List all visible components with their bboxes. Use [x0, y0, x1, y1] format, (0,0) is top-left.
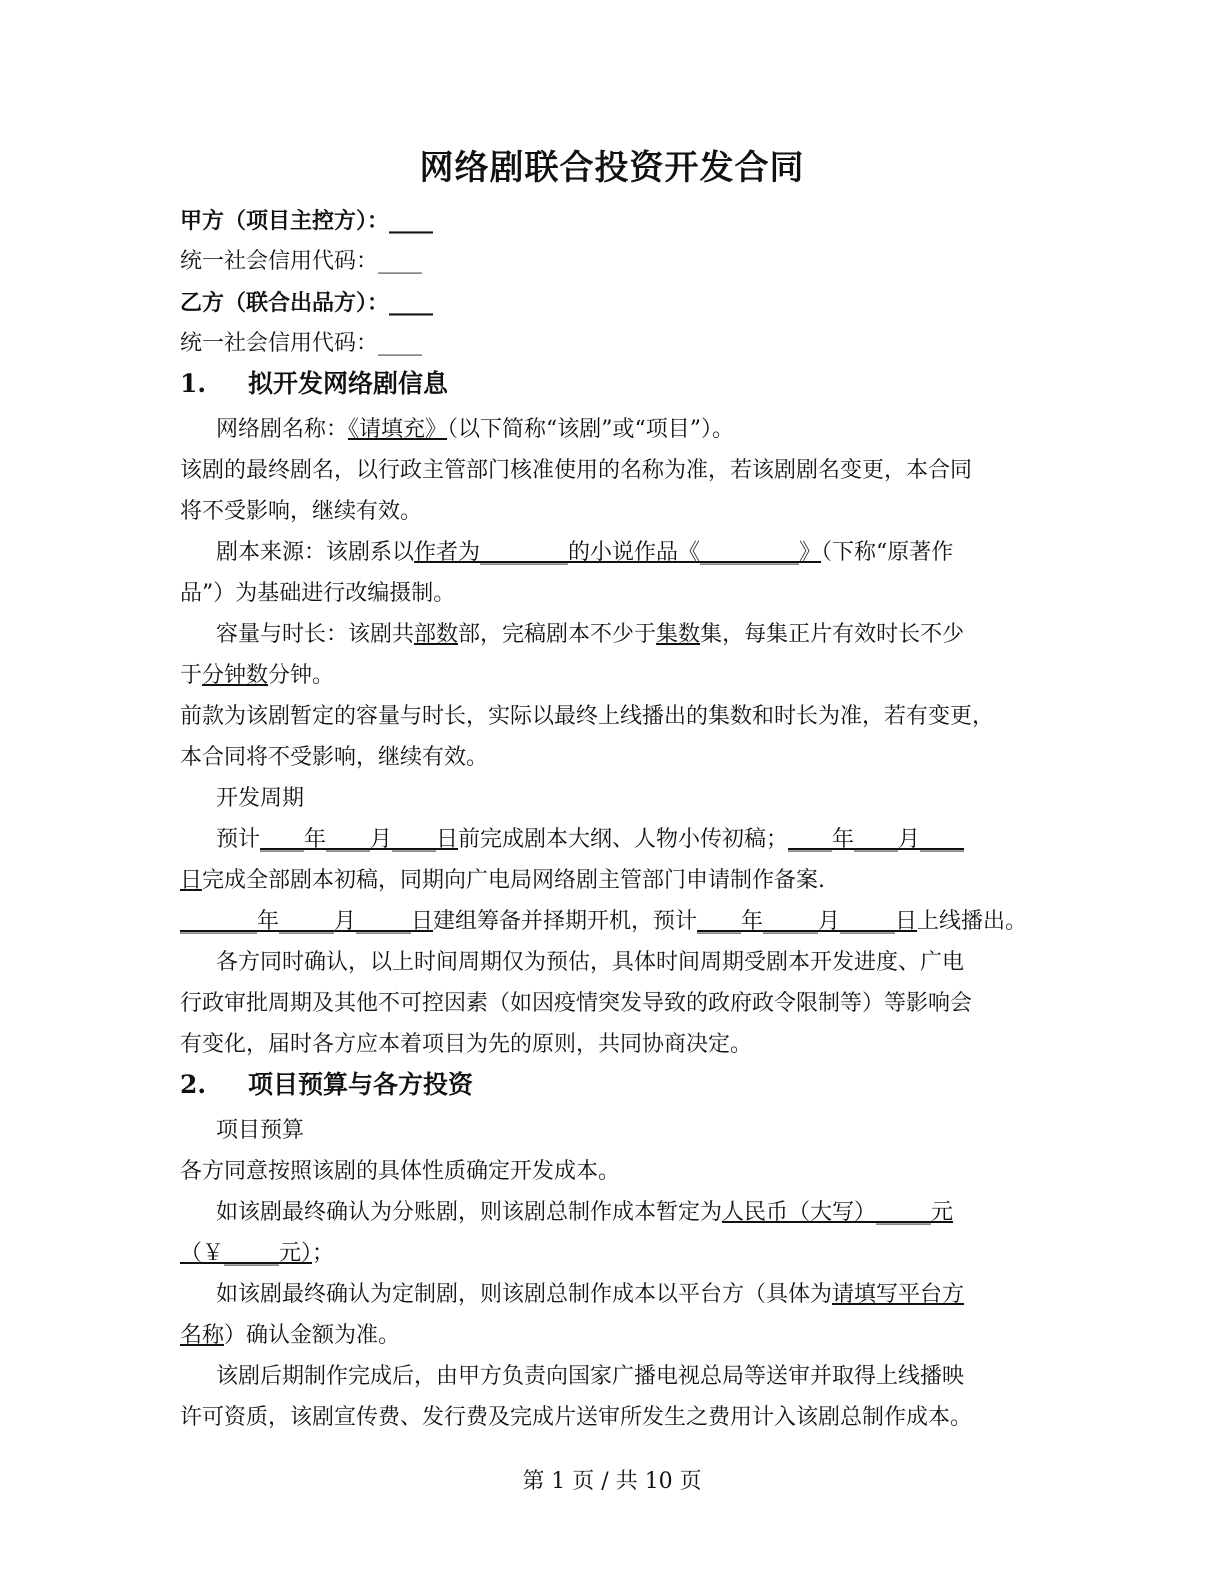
- confirm-line-3: 有变化，届时各方应本着项目为先的原则，共同协商决定。: [180, 1032, 753, 1057]
- cycle-date-2: ____年____月____: [788, 827, 965, 852]
- party-b-blank: ____: [389, 290, 434, 316]
- capacity-note-2: 本合同将不受影响，继续有效。: [180, 745, 489, 770]
- section-2-number: 2.: [180, 1070, 207, 1099]
- capacity-text-4: 分钟。: [268, 663, 335, 688]
- budget-agree: 各方同意按照该剧的具体性质确定开发成本。: [180, 1159, 621, 1184]
- section-2-heading: [180, 1068, 473, 1102]
- split-line-2: [180, 1238, 334, 1270]
- capacity-line-2: [180, 660, 334, 692]
- capacity-text: 部，完稿剧本不少于: [458, 622, 657, 647]
- script-source-line: [216, 537, 953, 569]
- cycle-text-3: 完成全部剧本初稿，同期向广电局网络剧主管部门申请制作备案.: [202, 868, 826, 893]
- credit-code-b-line: [180, 328, 422, 360]
- cycle-text-4: 建组筹备并择期开机，预计: [433, 909, 698, 934]
- capacity-label: 容量与时长：该剧共: [216, 622, 415, 647]
- post-line-1: 该剧后期制作完成后，由甲方负责向国家广播电视总局等送审并取得上线播映: [216, 1364, 965, 1389]
- document-title: 网络剧联合投资开发合同: [419, 148, 805, 188]
- cycle-text-1: 预计: [216, 827, 261, 852]
- capacity-parts: 部数: [414, 622, 459, 647]
- platform-name-2: 名称: [180, 1323, 225, 1348]
- section-2-title: 项目预算与各方投资: [248, 1070, 474, 1099]
- party-b-label: 乙方（联合出品方）：: [180, 290, 390, 316]
- confirm-line-1: 各方同时确认，以上时间周期仅为预估，具体时间周期受剧本开发进度、广电: [216, 950, 965, 975]
- script-source-note: （下称“原著作: [821, 540, 954, 565]
- section-1-title: 拟开发网络剧信息: [248, 369, 449, 398]
- split-amount-number: （￥_____元）: [180, 1241, 313, 1266]
- cycle-line-1: [216, 824, 964, 856]
- cycle-line-3: [180, 906, 1027, 938]
- split-amount-words: 人民币（大写）_____元: [722, 1200, 954, 1225]
- cycle-title: 开发周期: [216, 786, 305, 811]
- cycle-date-2-end: 日: [180, 868, 203, 893]
- cycle-date-3: _______年_____月_____日: [180, 909, 434, 934]
- party-a-line: [180, 205, 433, 237]
- capacity-episodes: 集数: [656, 622, 701, 647]
- section-1-number: 1.: [180, 369, 207, 398]
- page-footer: 第 1 页 / 共 10 页: [522, 1469, 702, 1494]
- drama-name-note: （以下简称“该剧”或“项目”）。: [447, 417, 735, 442]
- drama-name-line: [216, 414, 734, 446]
- credit-code-a-line: [180, 246, 422, 278]
- budget-title: 项目预算: [216, 1118, 305, 1143]
- drama-name-label: 网络剧名称：: [216, 417, 349, 442]
- capacity-line: [216, 619, 964, 651]
- post-line-2: 许可资质，该剧宣传费、发行费及完成片送审所发生之费用计入该剧总制作成本。: [180, 1405, 973, 1430]
- final-name-line-1: 该剧的最终剧名，以行政主管部门核准使用的名称为准，若该剧剧名变更，本合同: [180, 458, 973, 483]
- cycle-date-1: ____年____月____日: [260, 827, 459, 852]
- custom-text: 如该剧最终确认为定制剧，则该剧总制作成本以平台方（具体为: [216, 1282, 833, 1307]
- custom-text-2: ）确认金额为准。: [224, 1323, 401, 1348]
- cycle-text-5: 上线播出。: [917, 909, 1028, 934]
- capacity-text-2: 集，每集正片有效时长不少: [700, 622, 965, 647]
- cycle-date-4: ____年_____月_____日: [697, 909, 918, 934]
- capacity-minutes: 分钟数: [202, 663, 269, 688]
- custom-line-2: [180, 1320, 400, 1352]
- capacity-text-3: 于: [180, 663, 203, 688]
- credit-code-b-label: 统一社会信用代码：: [180, 331, 379, 356]
- party-a-label: 甲方（项目主控方）：: [180, 208, 390, 234]
- split-text-2: ；: [312, 1241, 335, 1266]
- capacity-note-1: 前款为该剧暂定的容量与时长，实际以最终上线播出的集数和时长为准，若有变更，: [180, 704, 995, 729]
- split-text: 如该剧最终确认为分账剧，则该剧总制作成本暂定为: [216, 1200, 723, 1225]
- confirm-line-2: 行政审批周期及其他不可控因素（如因疫情突发导致的政府政令限制等）等影响会: [180, 991, 973, 1016]
- custom-line: [216, 1279, 964, 1311]
- cycle-line-2: [180, 865, 825, 897]
- credit-code-a-blank: ____: [378, 249, 423, 274]
- section-1-heading: [180, 367, 448, 401]
- platform-name-1: 请填写平台方: [832, 1282, 965, 1307]
- script-source-label: 剧本来源：该剧系以: [216, 540, 415, 565]
- cycle-text-2: 前完成剧本大纲、人物小传初稿；: [458, 827, 789, 852]
- drama-name-value: 《请填充》: [348, 417, 448, 442]
- credit-code-b-blank: ____: [378, 331, 423, 356]
- credit-code-a-label: 统一社会信用代码：: [180, 249, 379, 274]
- final-name-line-2: 将不受影响，继续有效。: [180, 499, 423, 524]
- script-source-line-2: 品”）为基础进行改编摄制。: [180, 581, 456, 606]
- party-a-blank: ____: [389, 208, 434, 234]
- split-line: [216, 1197, 953, 1229]
- party-b-line: [180, 287, 433, 319]
- script-source-value: 作者为________的小说作品《_________》: [414, 540, 822, 565]
